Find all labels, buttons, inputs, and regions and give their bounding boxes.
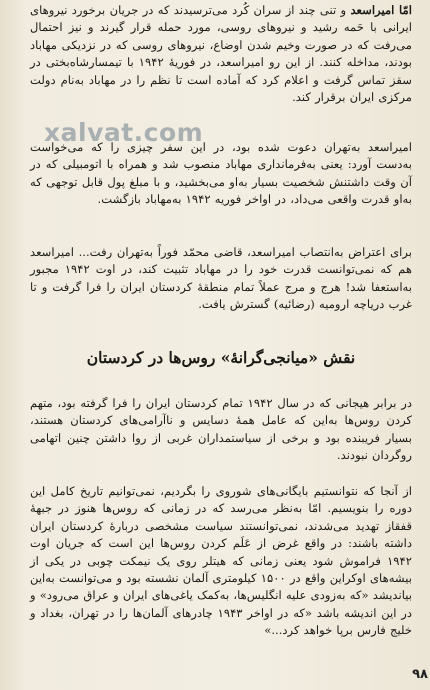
paragraph-5-text: از آنجا که نتوانستیم بایگانی‌های شوروی را بگردیم، نمی‌توانیم تاریخ کامل این دوره را بنویسیم. امّا به‌نظر می‌رسد که در زمانی که روس‌ها هنوز در جبههٔ قفقاز تهدید می‌شدند، نمی‌توانستند سیاست مشخصی دربارهٔ کردستان ایران داشته باشند: در واقع غرض از عَلَم کردن روس‌ها این است که جریان اوت ۱۹۴۲ فراموش شود یعنی زمانی که هیتلر روی یک نیمکت چوبی در یکی از بیشه‌های اوکراین واقع در ۱۵۰۰ کیلومتری آلمان نشسته بود و می‌توانست به‌این بیاندیشد «که به‌زودی علیه انگلیس‌ها، به‌کمک یاغی‌های ایران و عراق می‌رود» و در این اندیشه باشد «که در اواخر ۱۹۴۳ چادرهای آلمان‌ها را در تهران، بغداد و خلیج فارس برپا خواهد کرد...» [30, 484, 412, 638]
paragraph-4-text: در برابر هیجانی که در سال ۱۹۴۲ تمام کردستان ایران را فرا گرفته بود، متهم کردن روس‌ها به‌این که عامل همهٔ دسایس و ناآرامی‌های کردستان هستند، بسیار فریبنده بود و برخی از سیاستمداران غربی از روا داشتن چنین اتهامی روگردان نبودند. [30, 396, 412, 463]
paragraph-3 [30, 244, 412, 314]
paragraph-2 [30, 139, 412, 209]
site-watermark: xalvat.com [44, 118, 204, 147]
paragraph-1-text: و تنی چند از سران کُرد می‌ترسیدند که در جریان برخورد نیروهای ایرانی با حَمه رشید و نیروهای روسی، مورد حمله قرار گیرند و نیز احتمال می‌رفت که در صورت وخیم شدن اوضاع، نیروهای روسی که در نزدیکی مهاباد بودند، مداخله کنند. از این رو امیراسعد، در فوریهٔ ۱۹۴۲ با تیمسارشاه‌بختی در سقز تماس گرفت و اعلام کرد که آماده است تا نظم را در مهاباد به‌نام دولت مرکزی ایران برقرار کند. [30, 3, 412, 105]
paragraph-5 [30, 483, 412, 640]
paragraph-2-text: امیراسعد به‌تهران دعوت شده بود، در این سفر چیزی را که می‌خواست به‌دست آورد: یعنی به‌فرمانداری مهاباد منصوب شد و همراه با اتومبیلی که در آن وقت داشتنش شخصیت بسیار به‌او می‌بخشید، و با مبلغ پول قابل توجهی که به‌او قدرت واقعی می‌داد، در اواخر فوریه ۱۹۴۲ به‌مهاباد بازگشت. [30, 140, 412, 207]
paragraph-1-lead: امّا امیراسعد [350, 3, 412, 17]
page-number: ۹۸ [412, 667, 428, 682]
paragraph-1 [30, 2, 412, 106]
paragraph-3-text: برای اعتراض به‌انتصاب امیراسعد، قاضی محمّد فوراً به‌تهران رفت... امیراسعد هم که نمی‌توانست قدرت خود را در مهاباد تثبیت کند، در اوت ۱۹۴۲ مجبور به‌استعفا شد! هرج و مرج عملاً تمام منطقهٔ کردستان ایران را فرا گرفت و تا غرب دریاچه ارومیه (رضائیه) گسترش یافت. [30, 245, 413, 312]
paragraph-4 [30, 395, 412, 465]
section-heading: نقش «میانجی‌گرانهٔ» روس‌ها در کردستان [86, 348, 356, 367]
